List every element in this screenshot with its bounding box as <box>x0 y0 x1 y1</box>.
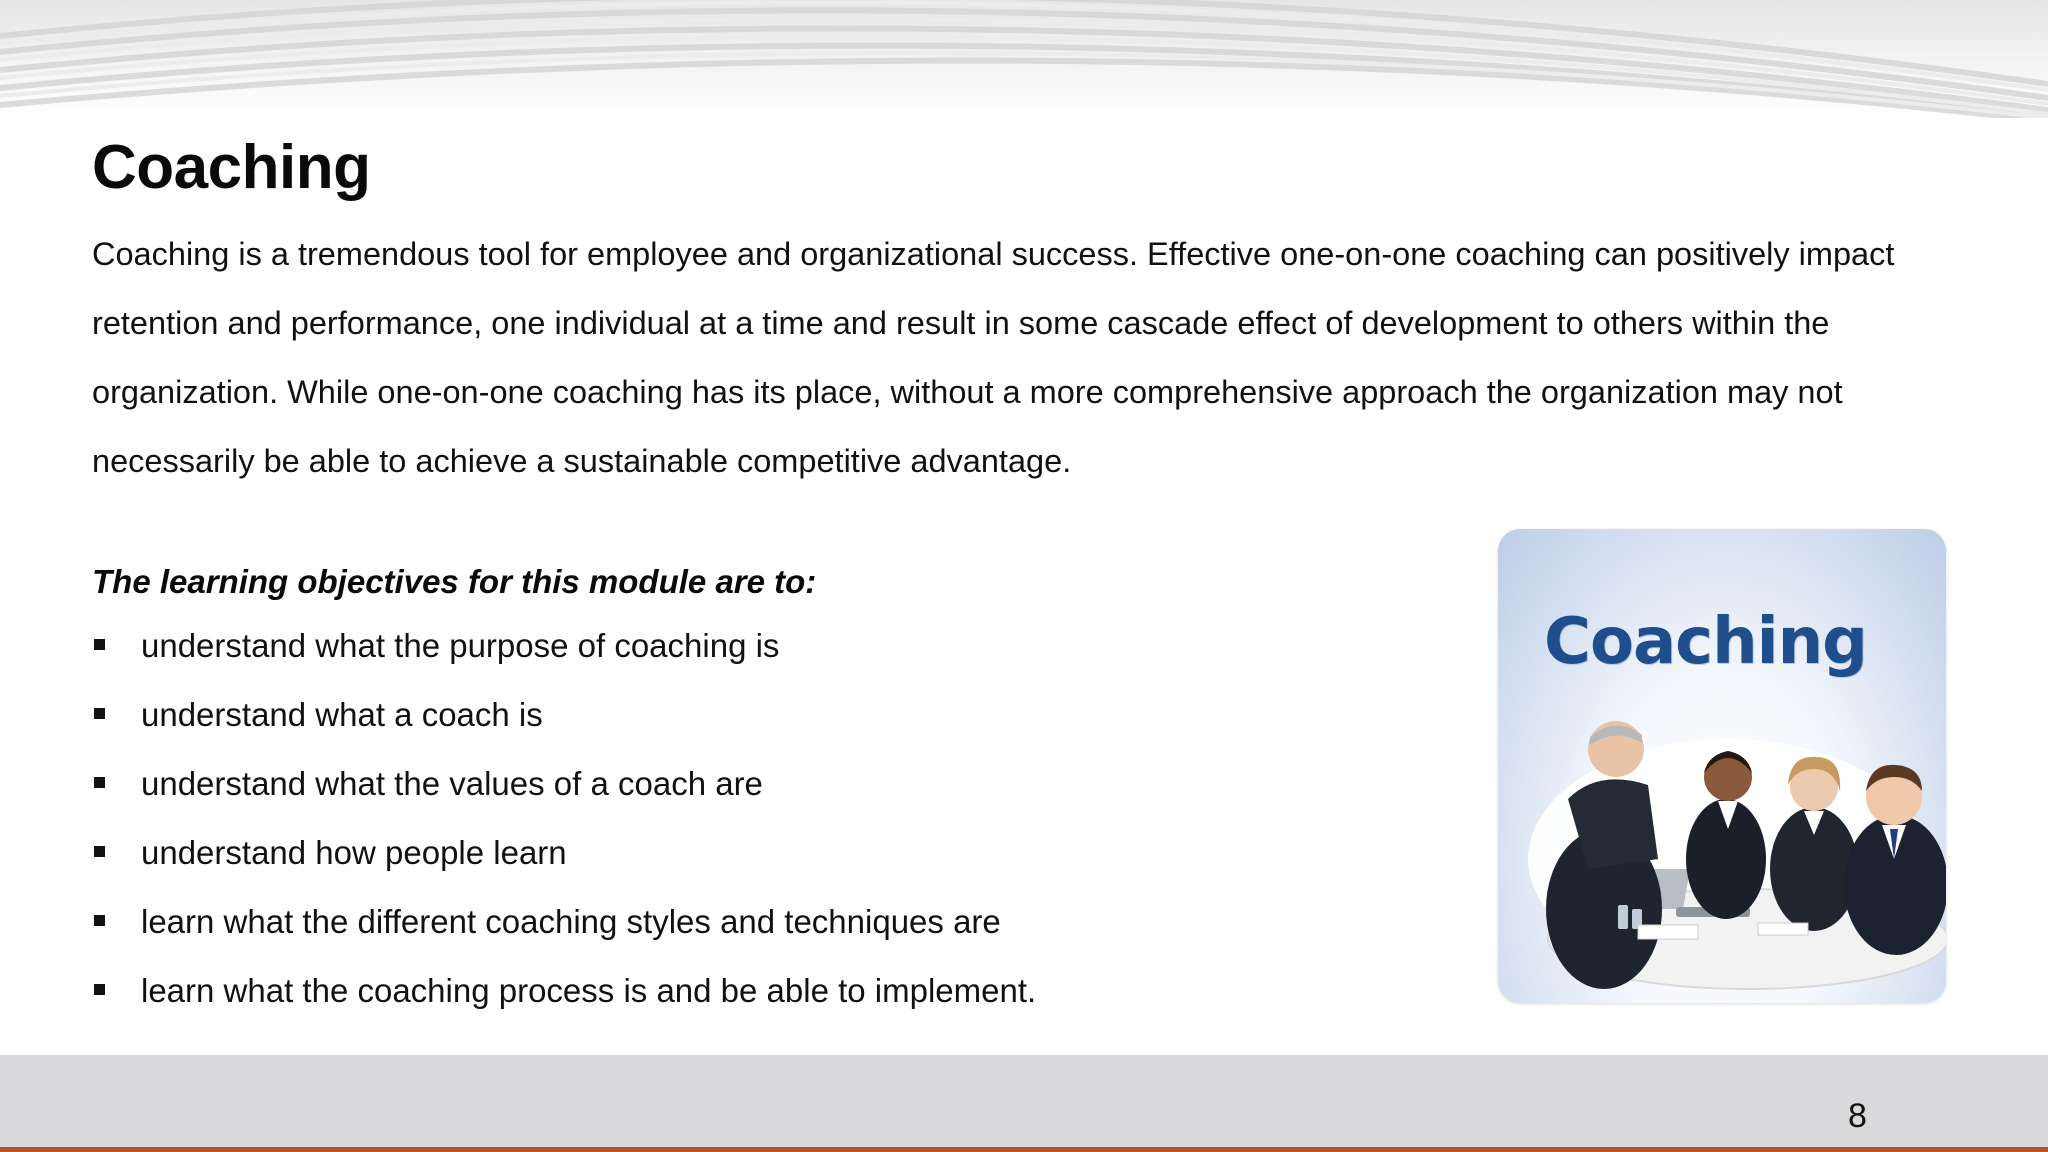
objective-item <box>92 758 1036 827</box>
objectives-list <box>92 620 1036 1034</box>
square-bullet-icon <box>94 777 105 788</box>
swoosh-decoration <box>0 0 2048 118</box>
square-bullet-icon <box>94 708 105 719</box>
objective-item <box>92 827 1036 896</box>
business-team-illustration <box>1498 529 1946 1003</box>
objective-text: learn what the different coaching styles and techniques are <box>141 903 1001 940</box>
objective-text: understand how people learn <box>141 834 567 871</box>
objective-text: understand what a coach is <box>141 696 543 733</box>
coaching-image <box>1498 529 1946 1003</box>
intro-paragraph: Coaching is a tremendous tool for employee and organizational success. Effective one-on-one coaching can positively impact retention and performance, one individual at a time and result in some cascade effect of development to others within the organization. While one-on-one coaching has its place, without a more comprehensive approach the organization may not necessarily be able to achieve a sustainable competitive advantage. <box>92 236 1895 479</box>
square-bullet-icon <box>94 639 105 650</box>
square-bullet-icon <box>94 915 105 926</box>
objective-item <box>92 896 1036 965</box>
square-bullet-icon <box>94 984 105 995</box>
objective-item <box>92 620 1036 689</box>
objective-text: learn what the coaching process is and be able to implement. <box>141 972 1037 1009</box>
footer-accent-line <box>0 1147 2048 1152</box>
footer-band <box>0 1055 2048 1147</box>
objective-item <box>92 689 1036 758</box>
objective-text: understand what the purpose of coaching is <box>141 627 780 664</box>
header-decoration <box>0 0 2048 118</box>
objective-text: understand what the values of a coach are <box>141 765 763 802</box>
objectives-heading: The learning objectives for this module are to: <box>92 563 817 600</box>
square-bullet-icon <box>94 846 105 857</box>
slide-title: Coaching <box>92 133 371 202</box>
page-number: 8 <box>1848 1097 1867 1135</box>
image-caption: Coaching <box>1544 605 1867 679</box>
objective-item <box>92 965 1036 1034</box>
